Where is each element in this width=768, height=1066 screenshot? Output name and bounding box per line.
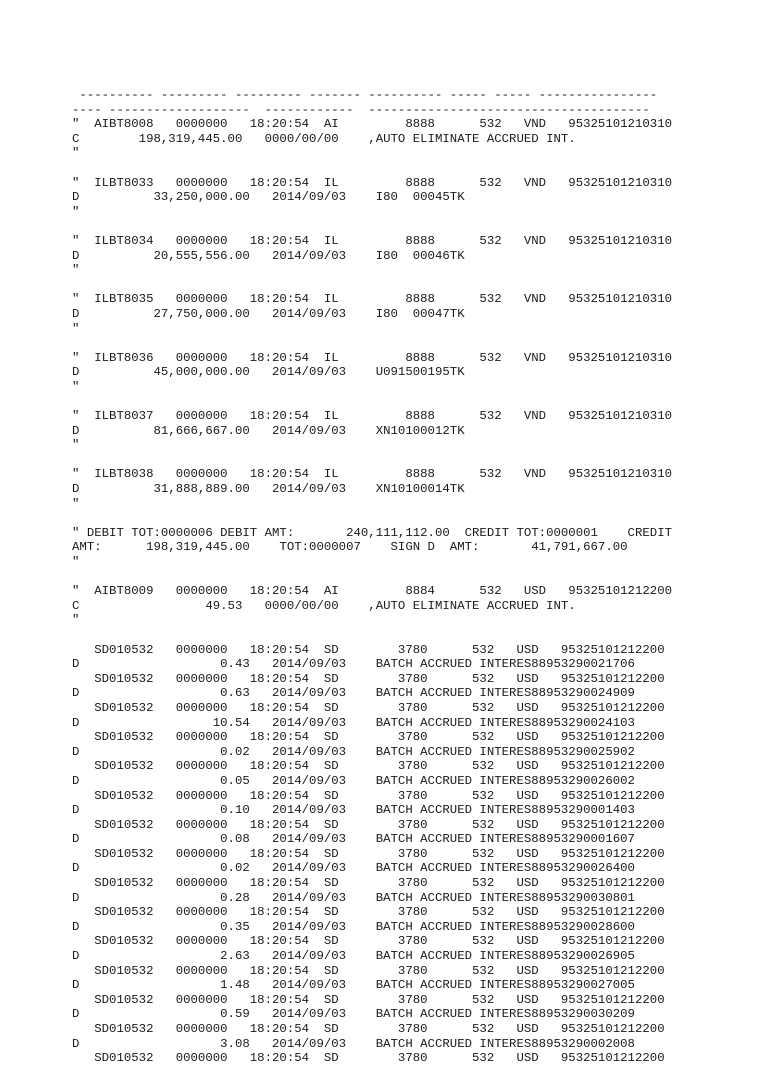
- record-line: ": [72, 379, 80, 394]
- record-line: " ILBT8036 0000000 18:20:54 IL 8888 532 VND 95325101210310: [72, 350, 673, 365]
- totals-group: [72, 526, 762, 570]
- detail-line: D 0.28 2014/09/03 BATCH ACCRUED INTERES88953290030801: [72, 890, 635, 905]
- record-line: ": [72, 146, 80, 161]
- detail-line: SD010532 0000000 18:20:54 SD 3780 532 USD 95325101212200: [72, 1051, 665, 1066]
- record-line: " ILBT8037 0000000 18:20:54 IL 8888 532 VND 95325101210310: [72, 409, 673, 424]
- totals-line: AMT: 198,319,445.00 TOT:0000007 SIGN D AMT: 41,791,667.00: [72, 540, 628, 555]
- report-page: [72, 88, 762, 1066]
- blank-line: [72, 570, 762, 585]
- record-group: [72, 409, 762, 453]
- record-line: C 198,319,445.00 0000/00/00 ,AUTO ELIMINATE ACCRUED INT.: [72, 131, 576, 146]
- blank-line: [72, 161, 762, 176]
- record-line: ": [72, 438, 80, 453]
- detail-line: D 0.08 2014/09/03 BATCH ACCRUED INTERES88953290001607: [72, 832, 635, 847]
- record-group: [72, 234, 762, 278]
- column-separator-header: [72, 88, 762, 117]
- record-group: [72, 117, 762, 161]
- detail-line: SD010532 0000000 18:20:54 SD 3780 532 USD 95325101212200: [72, 963, 665, 978]
- detail-line: D 0.10 2014/09/03 BATCH ACCRUED INTERES88953290001403: [72, 803, 635, 818]
- detail-line: SD010532 0000000 18:20:54 SD 3780 532 USD 95325101212200: [72, 817, 665, 832]
- detail-line: SD010532 0000000 18:20:54 SD 3780 532 USD 95325101212200: [72, 905, 665, 920]
- blank-line: [72, 511, 762, 526]
- detail-line: SD010532 0000000 18:20:54 SD 3780 532 USD 95325101212200: [72, 846, 665, 861]
- record-group: [72, 292, 762, 336]
- record-line: D 20,555,556.00 2014/09/03 I80 00046TK: [72, 248, 465, 263]
- record-line: D 45,000,000.00 2014/09/03 U091500195TK: [72, 365, 465, 380]
- record-line: D 81,666,667.00 2014/09/03 XN10100012TK: [72, 423, 465, 438]
- record-group: [72, 351, 762, 395]
- blank-line: [72, 278, 762, 293]
- detail-line: SD010532 0000000 18:20:54 SD 3780 532 USD 95325101212200: [72, 992, 665, 1007]
- detail-line: D 1.48 2014/09/03 BATCH ACCRUED INTERES88953290027005: [72, 978, 635, 993]
- record-line: ": [72, 204, 80, 219]
- record-line: " AIBT8009 0000000 18:20:54 AI 8884 532 USD 95325101212200: [72, 584, 673, 599]
- detail-line: SD010532 0000000 18:20:54 SD 3780 532 USD 95325101212200: [72, 934, 665, 949]
- record-line: D 27,750,000.00 2014/09/03 I80 00047TK: [72, 306, 465, 321]
- separator-line: ---------- --------- --------- ------- ---------- ----- ----- ----------------: [72, 88, 658, 102]
- detail-line: D 0.35 2014/09/03 BATCH ACCRUED INTERES88953290028600: [72, 919, 635, 934]
- record-line: " AIBT8008 0000000 18:20:54 AI 8888 532 VND 95325101210310: [72, 117, 673, 132]
- record-line: ": [72, 263, 80, 278]
- detail-list: [72, 643, 762, 1066]
- totals-line: ": [72, 555, 80, 569]
- blank-line: [72, 394, 762, 409]
- detail-line: D 2.63 2014/09/03 BATCH ACCRUED INTERES88953290026905: [72, 949, 635, 964]
- record-line: D 33,250,000.00 2014/09/03 I80 00045TK: [72, 190, 465, 205]
- record-line: ": [72, 321, 80, 336]
- record-line: " ILBT8035 0000000 18:20:54 IL 8888 532 VND 95325101210310: [72, 292, 673, 307]
- detail-line: SD010532 0000000 18:20:54 SD 3780 532 USD 95325101212200: [72, 1022, 665, 1036]
- record-line: " ILBT8034 0000000 18:20:54 IL 8888 532 VND 95325101210310: [72, 233, 673, 248]
- separator-line: ---- ------------------- ------------ --------------------------------------: [72, 102, 650, 117]
- record-line: D 31,888,889.00 2014/09/03 XN10100014TK: [72, 482, 465, 497]
- blank-line: [72, 219, 762, 234]
- record-group: [72, 176, 762, 220]
- blank-line: [72, 453, 762, 468]
- record-line: ": [72, 496, 80, 511]
- totals-line: " DEBIT TOT:0000006 DEBIT AMT: 240,111,112.00 CREDIT TOT:0000001 CREDIT: [72, 525, 673, 540]
- detail-line: SD010532 0000000 18:20:54 SD 3780 532 USD 95325101212200: [72, 788, 665, 803]
- record-group: [72, 584, 762, 628]
- detail-line: SD010532 0000000 18:20:54 SD 3780 532 USD 95325101212200: [72, 671, 665, 686]
- detail-line: SD010532 0000000 18:20:54 SD 3780 532 USD 95325101212200: [72, 642, 665, 657]
- detail-line: D 0.05 2014/09/03 BATCH ACCRUED INTERES88953290026002: [72, 773, 635, 788]
- record-line: C 49.53 0000/00/00 ,AUTO ELIMINATE ACCRUED INT.: [72, 598, 576, 613]
- detail-line: D 0.02 2014/09/03 BATCH ACCRUED INTERES88953290025902: [72, 744, 635, 759]
- blank-line: [72, 628, 762, 643]
- detail-line: D 0.02 2014/09/03 BATCH ACCRUED INTERES88953290026400: [72, 861, 635, 876]
- record-group: [72, 467, 762, 511]
- record-line: " ILBT8033 0000000 18:20:54 IL 8888 532 VND 95325101210310: [72, 175, 673, 190]
- record-line: " ILBT8038 0000000 18:20:54 IL 8888 532 VND 95325101210310: [72, 467, 673, 482]
- detail-line: D 0.59 2014/09/03 BATCH ACCRUED INTERES88953290030209: [72, 1007, 635, 1022]
- record-line: ": [72, 613, 80, 628]
- detail-line: D 0.63 2014/09/03 BATCH ACCRUED INTERES88953290024909: [72, 686, 635, 701]
- detail-line: SD010532 0000000 18:20:54 SD 3780 532 USD 95325101212200: [72, 759, 665, 774]
- detail-line: SD010532 0000000 18:20:54 SD 3780 532 USD 95325101212200: [72, 876, 665, 891]
- detail-line: SD010532 0000000 18:20:54 SD 3780 532 USD 95325101212200: [72, 700, 665, 715]
- detail-line: D 3.08 2014/09/03 BATCH ACCRUED INTERES88953290002008: [72, 1036, 635, 1051]
- detail-line: SD010532 0000000 18:20:54 SD 3780 532 USD 95325101212200: [72, 730, 665, 745]
- detail-line: D 10.54 2014/09/03 BATCH ACCRUED INTERES88953290024103: [72, 715, 635, 730]
- detail-line: D 0.43 2014/09/03 BATCH ACCRUED INTERES88953290021706: [72, 657, 635, 672]
- blank-line: [72, 336, 762, 351]
